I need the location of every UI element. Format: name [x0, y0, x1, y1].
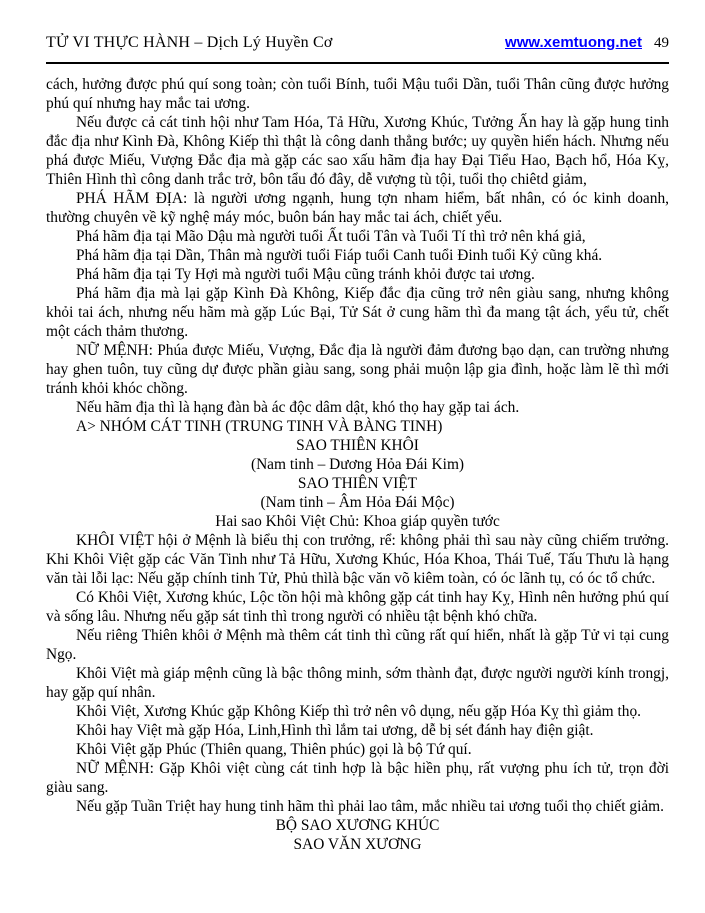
body-paragraph: KHÔI VIỆT hội ở Mệnh là biểu thị con trưởng, rể: không phải thì sau này cũng chiếm trưởng. Khi Khôi Việt gặp các Văn Tinh như Tả Hữu, Xương Khúc, Hóa Khoa, Thái Tuế, Tấu Thưu là hạng văn tài lỗi lạc: Nếu gặp chính tinh Tử, Phủ thìlà bậc văn võ kiêm toàn, có óc lãnh tụ, có óc tổ chức. — [46, 532, 669, 587]
body-paragraph: Khôi hay Việt mà gặp Hóa, Linh,Hình thì lắm tai ương, dễ bị sét đánh hay điện giật. — [76, 722, 594, 739]
star-subheading: (Nam tinh – Dương Hỏa Đái Kim) — [250, 456, 465, 473]
body-paragraph: Nếu hãm địa thì là hạng đàn bà ác độc dâm dật, khó thọ hay gặp tai ách. — [76, 399, 520, 416]
body-paragraph: Khôi Việt gặp Phúc (Thiên quang, Thiên phúc) gọi là bộ Tứ quí. — [76, 741, 472, 758]
body-paragraph: NỮ MỆNH: Gặp Khôi việt cùng cát tinh hợp là bậc hiền phụ, rất vượng phu ích tử, trọn đời giàu sang. — [46, 760, 669, 796]
body-paragraph: Nếu gặp Tuần Triệt hay hung tinh hãm thì phải lao tâm, mắc nhiều tai ương tuổi thọ chiết giảm. — [76, 798, 664, 815]
header-divider — [46, 62, 669, 64]
page-number: 49 — [654, 35, 669, 51]
body-paragraph: Phá hãm địa mà lại gặp Kình Đà Không, Kiếp đắc địa cũng trở nên giàu sang, nhưng không khỏi tai ách, nhưng nếu hãm mà gặp Lúc Bại, Tử Sát ở cung hãm thì đa mang tật ách, yểu tử, chết một cách thảm thương. — [46, 285, 669, 340]
body-paragraph: NỮ MỆNH: Phúa được Miếu, Vượng, Đắc địa là người đảm đương bạo dạn, can trường nhưng hay ghen tuôn, tuy cũng dự được phần giàu sang, song phải muộn lập gia đình, hoặc làm lẽ thì mới tránh khỏi khóc chồng. — [46, 342, 669, 397]
header-right-group — [505, 34, 669, 52]
document-body — [46, 75, 669, 854]
section-heading: A> NHÓM CÁT TINH (TRUNG TINH VÀ BÀNG TINH) — [76, 418, 443, 435]
star-heading: BỘ SAO XƯƠNG KHÚC — [275, 817, 440, 834]
star-heading: SAO THIÊN KHÔI — [296, 437, 419, 454]
body-paragraph: Nếu được cả cát tinh hội như Tam Hóa, Tả Hữu, Xương Khúc, Tưởng Ấn hay là gặp hung tinh đắc địa như Kình Đà, Không Kiếp thì thật là công danh thẳng bước; uy quyền hiển hách. Nhưng nếu phá được Miếu, Vượng Đắc địa mà gặp các sao xấu hãm địa hay Đại Tiểu Hao, Bạch hổ, Hóa Kỵ, Thiên Hình thì công danh trắc trở, bôn tẩu đó đây, dễ vượng tù tội, tuổi thọ chiêtd giảm, — [46, 114, 669, 188]
star-subheading: (Nam tinh – Âm Hỏa Đái Mộc) — [260, 494, 455, 511]
body-paragraph: Phá hãm địa tại Mão Dậu mà người tuổi Ất tuổi Tân và Tuổi Tí thì trở nên khá giả, — [76, 228, 586, 245]
body-paragraph: Phá hãm địa tại Dần, Thân mà người tuổi Fiáp tuổi Canh tuổi Đinh tuổi Kỷ cũng khá. — [76, 247, 603, 264]
body-paragraph: Khôi Việt, Xương Khúc gặp Không Kiếp thì trở nên vô dụng, nếu gặp Hóa Kỵ thì giảm thọ. — [76, 703, 641, 720]
body-paragraph: PHÁ HÃM ĐỊA: là người ương ngạnh, hung tợn nham hiểm, bất nhân, có óc kinh doanh, thường chuyên về kỹ nghệ máy móc, buôn bán hay mắc tai ách, chiết yểu. — [46, 190, 669, 226]
body-paragraph: Có Khôi Việt, Xương khúc, Lộc tồn hội mà không gặp cát tinh hay Kỵ, Hình nên hưởng phú quí và sống lâu. Nhưng nếu gặp sát tinh thì trong người có nhiều tật bệnh khó chữa. — [46, 589, 669, 625]
website-link[interactable]: www.xemtuong.net — [505, 34, 642, 51]
star-heading: SAO VĂN XƯƠNG — [293, 836, 422, 853]
star-heading: SAO THIÊN VIỆT — [297, 475, 418, 492]
body-paragraph: Khôi Việt mà giáp mệnh cũng là bậc thông minh, sớm thành đạt, được người người kính trongj, hay gặp quí nhân. — [46, 665, 669, 701]
star-subheading: Hai sao Khôi Việt Chủ: Khoa giáp quyền tước — [215, 513, 500, 530]
page-header — [46, 34, 669, 52]
body-paragraph: Nếu riêng Thiên khôi ở Mệnh mà thêm cát tinh thì cũng rất quí hiển, nhất là gặp Tử vi tại cung Ngọ. — [46, 627, 669, 663]
document-title: TỬ VI THỰC HÀNH – Dịch Lý Huyền Cơ — [46, 34, 333, 51]
body-paragraph: cách, hưởng được phú quí song toàn; còn tuổi Bính, tuổi Mậu tuổi Dần, tuổi Thân cũng được hưởng phú quí nhưng hay mắc tai ương. — [46, 76, 669, 112]
body-paragraph: Phá hãm địa tại Ty Hợi mà người tuổi Mậu cũng tránh khỏi được tai ương. — [76, 266, 535, 283]
